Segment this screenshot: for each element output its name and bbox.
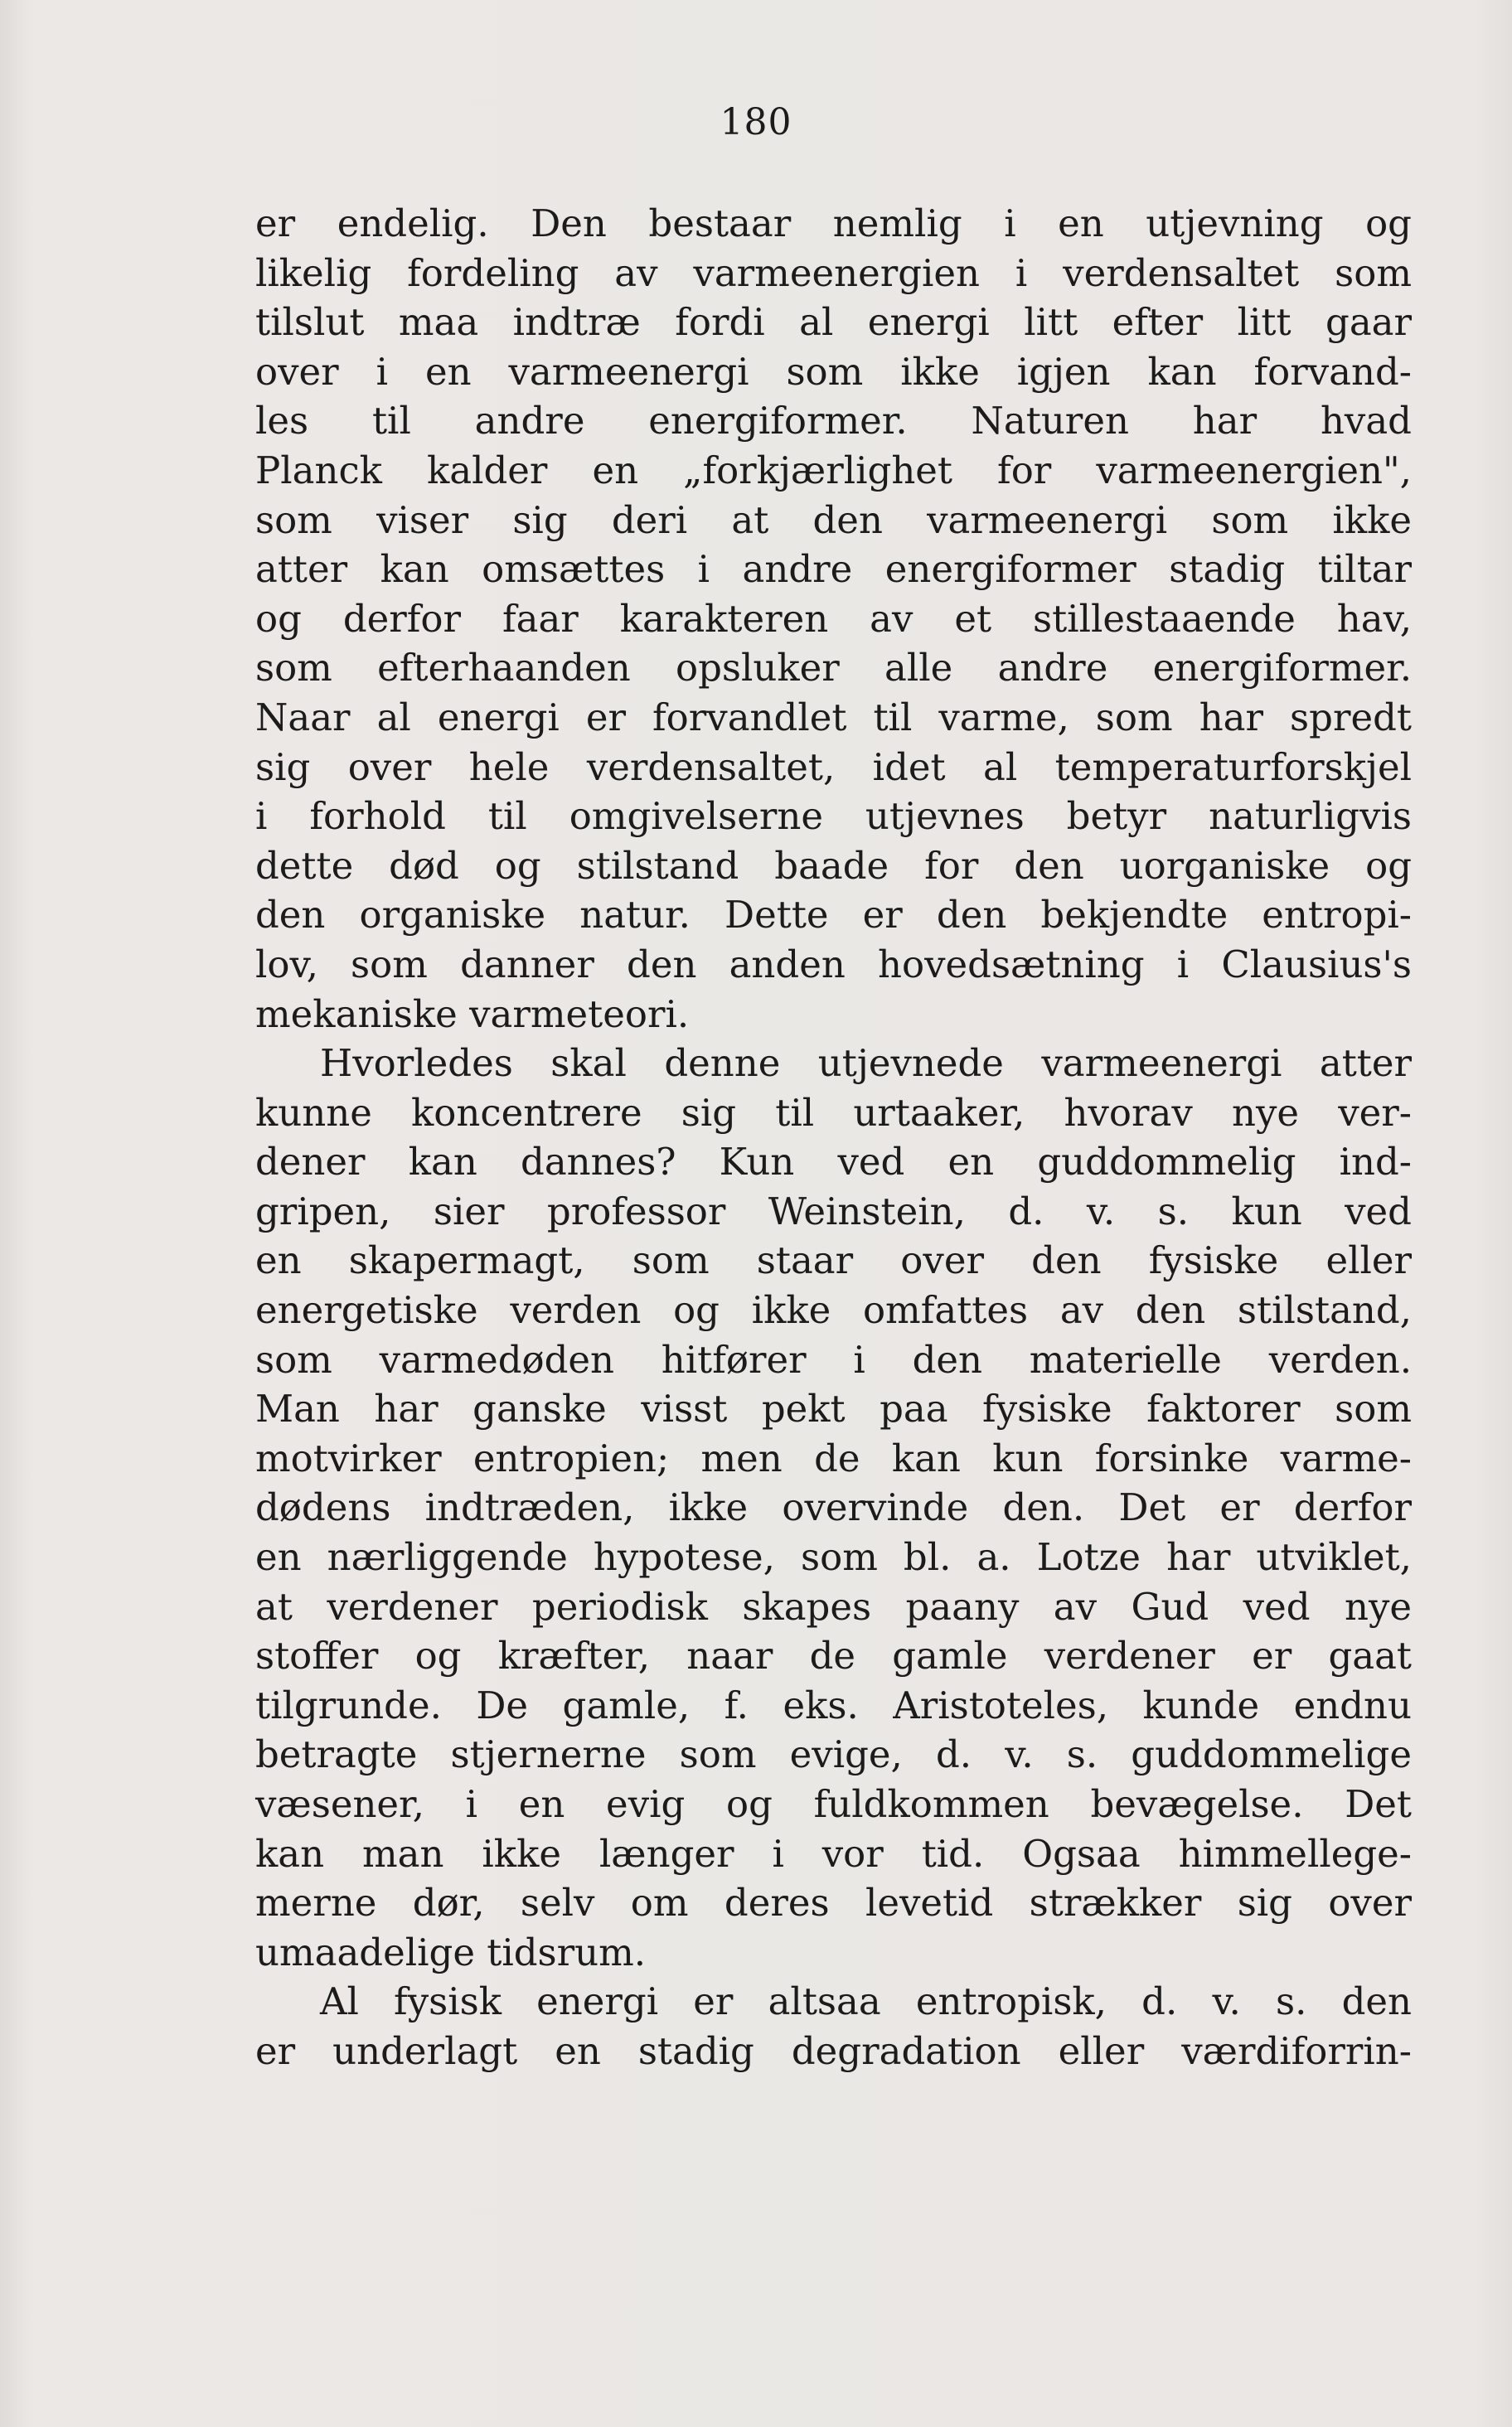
text-line: tilslut maa indtræ fordi al energi litt efter litt gaar [255,300,1412,345]
text-line: Hvorledes skal denne utjevnede varmeenergi atter [320,1041,1412,1086]
text-line: gripen, sier professor Weinstein, d. v. s. kun ved [255,1189,1412,1233]
text-line: atter kan omsættes i andre energiformer stadig tiltar [255,547,1412,592]
text-line: lov, som danner den anden hovedsætning i Clausius's [255,942,1412,986]
text-line: dette død og stilstand baade for den uorganiske og [255,843,1412,888]
text-line: Naar al energi er forvandlet til varme, som har spredt [255,695,1412,739]
text-line: tilgrunde. De gamle, f. eks. Aristoteles, kunde endnu [255,1683,1412,1727]
page-number: 180 [720,101,792,143]
text-line: kan man ikke længer i vor tid. Ogsaa himmellege- [255,1831,1412,1876]
text-line: stoffer og kræfter, naar de gamle verdener er gaat [255,1634,1412,1679]
text-line: en nærliggende hypotese, som bl. a. Lotze har utviklet, [255,1535,1412,1580]
text-line: at verdener periodisk skapes paany av Gud ved nye [255,1584,1412,1629]
text-line: Al fysisk energi er altsaa entropisk, d. v. s. den [320,1979,1412,2024]
text-line: er endelig. Den bestaar nemlig i en utjevning og [255,201,1412,245]
text-line: les til andre energiformer. Naturen har hvad [255,399,1412,443]
text-line: som varmedøden hitfører i den materielle verden. [255,1337,1412,1382]
text-line: er underlagt en stadig degradation eller værdiforrin- [255,2028,1412,2073]
text-line: som efterhaanden opsluker alle andre energiformer. [255,646,1412,690]
text-line: kunne koncentrere sig til urtaaker, hvorav nye ver- [255,1090,1412,1135]
text-line: sig over hele verdensaltet, idet al temperaturforskjel [255,744,1412,789]
text-line: Man har ganske visst pekt paa fysiske faktorer som [255,1387,1412,1431]
text-line: mekaniske varmeteori. [255,991,690,1036]
body-text [255,199,1412,2076]
text-line: og derfor faar karakteren av et stillestaaende hav, [255,596,1412,641]
text-line: energetiske verden og ikke omfattes av den stilstand, [255,1288,1412,1333]
text-line: betragte stjernerne som evige, d. v. s. guddommelige [255,1732,1412,1777]
text-line: i forhold til omgivelserne utjevnes betyr naturligvis [255,794,1412,839]
text-line: merne dør, selv om deres levetid strækker sig over [255,1881,1412,1926]
text-line: over i en varmeenergi som ikke igjen kan forvand- [255,349,1412,394]
text-line: som viser sig deri at den varmeenergi som ikke [255,497,1412,542]
text-line: motvirker entropien; men de kan kun forsinke varme- [255,1436,1412,1480]
text-line: Planck kalder en „forkjærlighet for varmeenergien", [255,448,1412,492]
text-line: dødens indtræden, ikke overvinde den. Det er derfor [255,1485,1412,1530]
text-line: dener kan dannes? Kun ved en guddommelig ind- [255,1140,1412,1184]
text-line: væsener, i en evig og fuldkommen bevægelse. Det [255,1782,1412,1826]
text-line: umaadelige tidsrum. [255,1930,647,1974]
text-line: likelig fordeling av varmeenergien i verdensaltet som [255,250,1412,295]
text-line: en skapermagt, som staar over den fysiske eller [255,1238,1412,1283]
text-line: den organiske natur. Dette er den bekjendte entropi- [255,893,1412,937]
